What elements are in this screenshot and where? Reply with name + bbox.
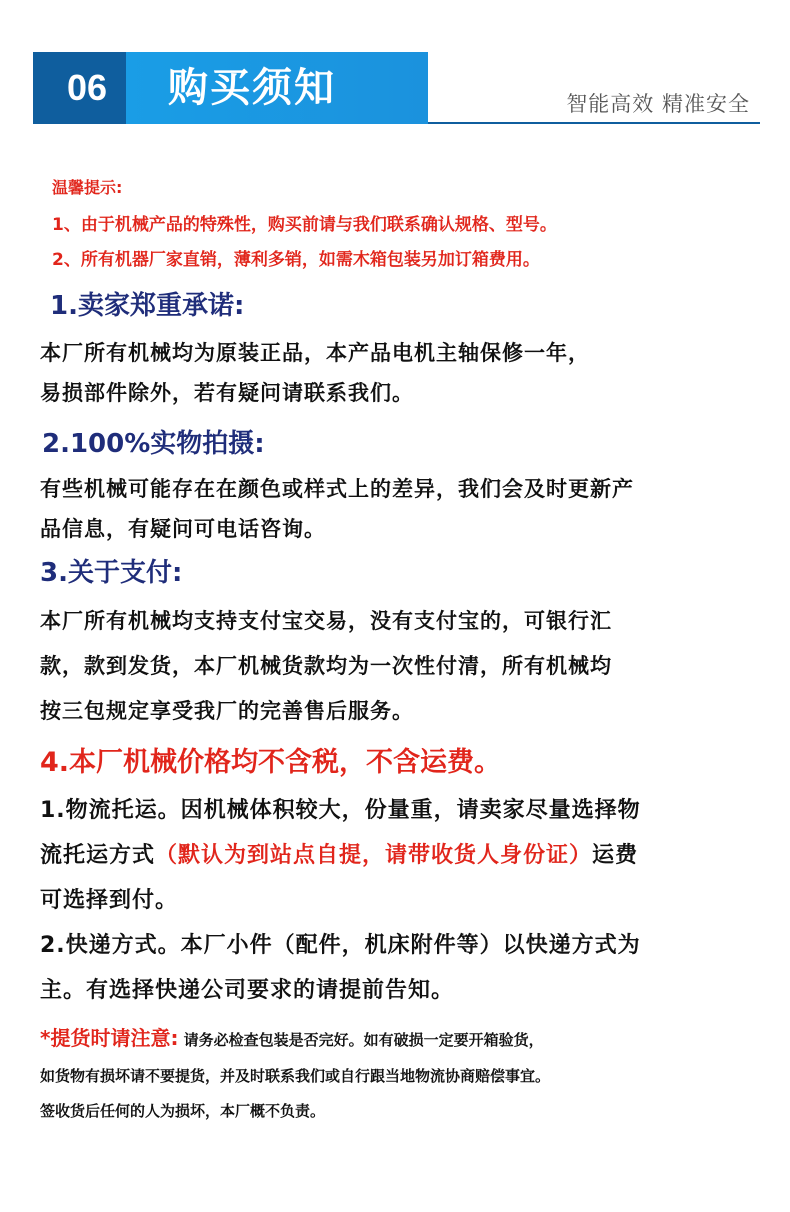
section-header <box>0 0 790 140</box>
section-1-title: 1.卖家郑重承诺: <box>50 291 245 321</box>
tips-heading: 温馨提示: <box>52 178 123 197</box>
section-1-line-1: 本厂所有机械均为原装正品，本产品电机主轴保修一年， <box>40 341 590 365</box>
header-subtitle: 智能高效 精准安全 <box>566 92 750 116</box>
section-3-title: 3.关于支付: <box>40 558 183 588</box>
header-underline <box>428 122 760 124</box>
section-4-title: 4.本厂机械价格均不含税，不含运费。 <box>40 747 502 778</box>
section-2-title: 2.100%实物拍摄: <box>42 429 265 459</box>
line-2-part-c: 运费 <box>592 843 639 868</box>
section-title: 购买须知 <box>168 65 336 111</box>
section-3-line-3: 按三包规定享受我厂的完善售后服务。 <box>40 699 414 723</box>
section-2-line-1: 有些机械可能存在在颜色或样式上的差异，我们会及时更新产 <box>40 477 634 501</box>
notice-text-1: 请务必检查包装是否完好。如有破损一定要开箱验货， <box>183 1031 544 1049</box>
notice-line-1 <box>40 1022 544 1051</box>
section-4-line-3: 可选择到付。 <box>40 888 179 913</box>
line-2-part-a: 流托运方式 <box>40 843 156 868</box>
section-4-line-2 <box>40 838 638 869</box>
tip-line-2: 2、所有机器厂家直销，薄利多销，如需木箱包装另加订箱费用。 <box>52 250 540 270</box>
section-4-line-4: 2.快递方式。本厂小件（配件，机床附件等）以快递方式为 <box>40 933 641 958</box>
section-number: 06 <box>66 67 108 108</box>
notice-heading: *提货时请注意: <box>40 1026 179 1050</box>
notice-line-2: 如货物有损坏请不要提货，并及时联系我们或自行跟当地物流协商赔偿事宜。 <box>40 1067 551 1085</box>
tip-line-1: 1、由于机械产品的特殊性，购买前请与我们联系确认规格、型号。 <box>52 215 557 235</box>
notice-line-3: 签收货后任何的人为损坏，本厂概不负责。 <box>40 1102 326 1120</box>
section-1-line-2: 易损部件除外，若有疑问请联系我们。 <box>40 381 414 405</box>
section-4-line-1: 1.物流托运。因机械体积较大，份量重，请卖家尽量选择物 <box>40 798 641 823</box>
section-3-line-2: 款，款到发货，本厂机械货款均为一次性付清，所有机械均 <box>40 654 612 678</box>
pickup-note: （默认为到站点自提，请带收货人身份证） <box>155 843 593 868</box>
section-2-line-2: 品信息，有疑问可电话咨询。 <box>40 517 326 541</box>
section-3-line-1: 本厂所有机械均支持支付宝交易，没有支付宝的，可银行汇 <box>40 609 612 633</box>
section-4-line-5: 主。有选择快递公司要求的请提前告知。 <box>40 978 455 1003</box>
